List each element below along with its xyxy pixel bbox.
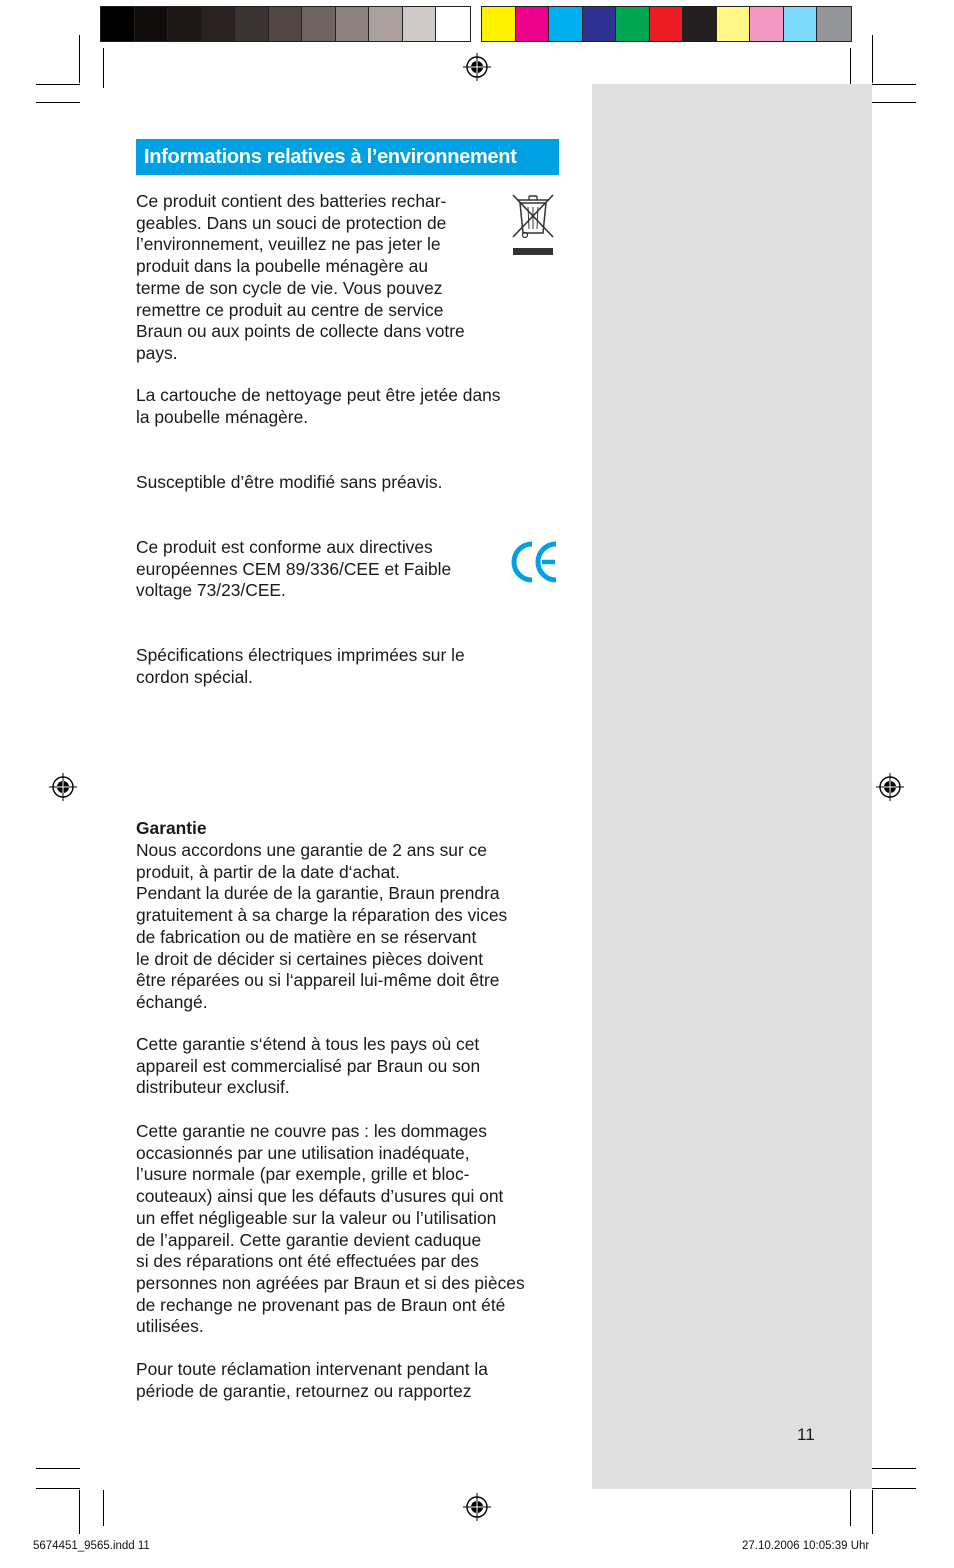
- crop-mark: [872, 102, 916, 103]
- crop-mark: [79, 1490, 80, 1534]
- footer-timestamp: 27.10.2006 10:05:39 Uhr: [742, 1540, 870, 1552]
- color-swatch: [202, 7, 236, 41]
- conformity-paragraph: Ce produit est conforme aux directives européennes CEM 89/336/CEE et Faible voltage 73/23/CEE.: [136, 537, 452, 601]
- crop-mark: [872, 1488, 916, 1489]
- registration-mark-icon: [462, 1492, 492, 1522]
- warranty-paragraph-3: Cette garantie ne couvre pas : les dommages occasionnés par une utilisation inadéquate, l’usure normale (par exemple, grille et bloc- couteaux) ainsi que les défauts d’usures qui ont un effet négligeable sur la valeur ou l’utilisation de l’appareil. Cette garantie devient caduque si des réparations ont été effectuées par des personnes non agréées par Braun et si des pièces de rechange ne provenant pas de Braun ont été utilisées.: [136, 1121, 525, 1337]
- warranty-paragraph-2: Cette garantie s‘étend à tous les pays où cet appareil est commercialisé par Braun ou son distributeur exclusif.: [136, 1034, 481, 1098]
- color-swatch: [516, 7, 550, 41]
- page-number: 11: [797, 1425, 815, 1444]
- crop-mark: [79, 35, 80, 83]
- color-swatch: [717, 7, 751, 41]
- color-swatch: [616, 7, 650, 41]
- color-swatch: [436, 7, 470, 41]
- color-bar-grayscale: [100, 6, 471, 42]
- footer-file-info: 5674451_9565.indd 11: [33, 1540, 150, 1552]
- color-swatch: [302, 7, 336, 41]
- crop-mark: [36, 84, 80, 85]
- crop-mark: [872, 35, 873, 83]
- registration-mark-icon: [875, 772, 905, 802]
- color-swatch: [168, 7, 202, 41]
- color-swatch: [403, 7, 437, 41]
- ce-mark-icon: [510, 540, 560, 584]
- crop-mark: [872, 84, 916, 85]
- cartridge-paragraph: La cartouche de nettoyage peut être jetée dans la poubelle ménagère.: [136, 385, 501, 427]
- crossed-out-bin-icon: [509, 191, 557, 259]
- crop-mark: [36, 1488, 80, 1489]
- side-panel: [592, 84, 872, 1489]
- color-swatch: [101, 7, 135, 41]
- color-swatch: [817, 7, 851, 41]
- color-swatch: [135, 7, 169, 41]
- warranty-paragraph-1: Nous accordons une garantie de 2 ans sur ce produit, à partir de la date d‘achat. Pendant la durée de la garantie, Braun prendra gratuitement à sa charge la réparation des vices de fabrication ou de matière en se réservant le droit de décider si certaines pièces doivent être réparées ou si l‘appareil lui-même doit être échangé.: [136, 840, 508, 1012]
- color-swatch: [784, 7, 818, 41]
- crop-mark: [103, 48, 104, 88]
- crop-mark: [103, 1490, 104, 1526]
- warranty-title: Garantie: [136, 818, 207, 838]
- crop-mark: [850, 48, 851, 88]
- modification-notice: Susceptible d’être modifié sans préavis.: [136, 472, 443, 492]
- electrical-specs-paragraph: Spécifications électriques imprimées sur le cordon spécial.: [136, 645, 465, 687]
- color-swatch: [683, 7, 717, 41]
- crop-mark: [872, 1468, 916, 1469]
- crop-mark: [850, 1490, 851, 1526]
- environment-paragraph: Ce produit contient des batteries rechar- geables. Dans un souci de protection de l’environnement, veuillez ne pas jeter le produit dans la poubelle ménagère au terme de son cycle de vie. Vous pouvez remettre ce produit au centre de service Braun ou aux points de collecte dans votre pays.: [136, 191, 465, 363]
- color-swatch: [336, 7, 370, 41]
- warranty-paragraph-4: Pour toute réclamation intervenant pendant la période de garantie, retournez ou rapportez: [136, 1359, 488, 1401]
- color-swatch: [583, 7, 617, 41]
- color-swatch: [750, 7, 784, 41]
- color-swatch: [235, 7, 269, 41]
- crop-mark: [872, 1490, 873, 1534]
- color-swatch: [650, 7, 684, 41]
- registration-mark-icon: [48, 772, 78, 802]
- color-bar-process: [481, 6, 852, 42]
- color-swatch: [549, 7, 583, 41]
- color-swatch: [269, 7, 303, 41]
- color-swatch: [482, 7, 516, 41]
- registration-mark-icon: [462, 52, 492, 82]
- crop-mark: [36, 1468, 80, 1469]
- crop-mark: [36, 102, 80, 103]
- section-heading: Informations relatives à l’environnement: [136, 139, 559, 175]
- color-swatch: [369, 7, 403, 41]
